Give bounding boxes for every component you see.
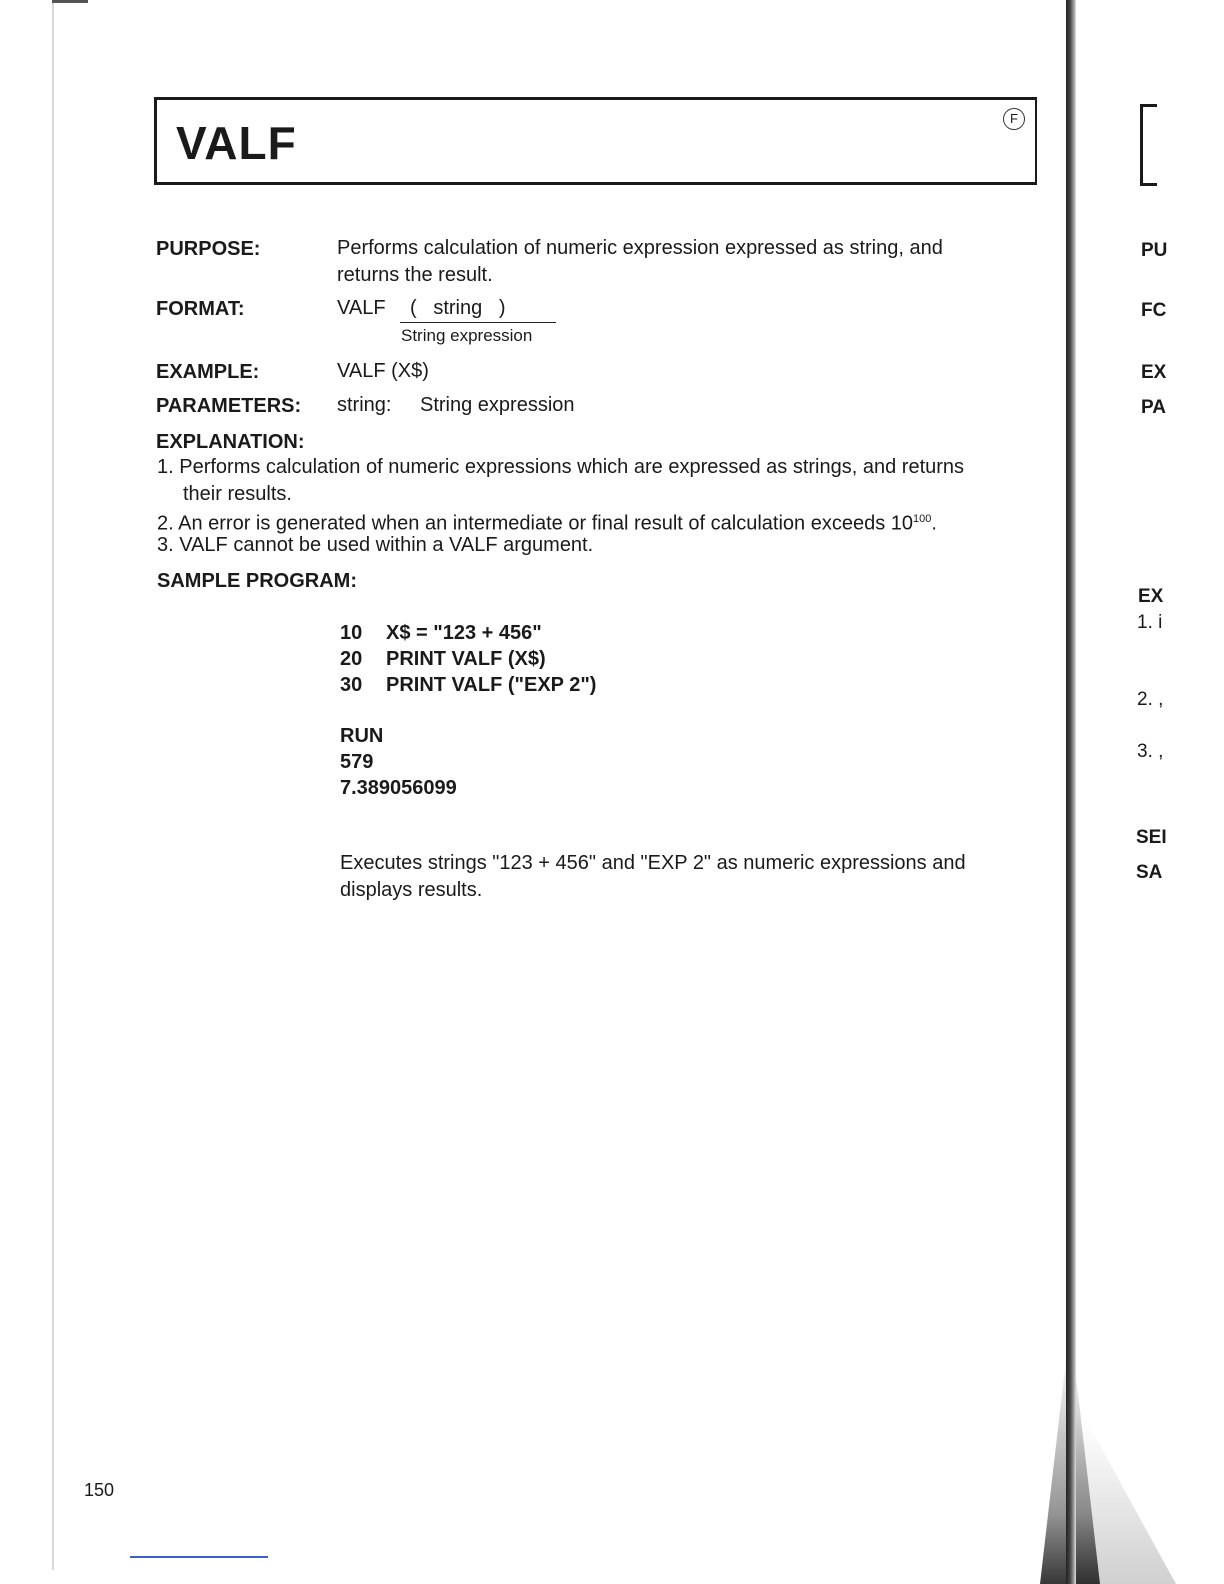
explanation-label: EXPLANATION: <box>156 431 305 453</box>
code-listing <box>340 620 596 698</box>
sample-note-line2: displays results. <box>340 879 483 901</box>
next-page-heading: SEI <box>1136 827 1167 848</box>
explanation-item2: 2. An error is generated when an intermediate or final result of calculation exceeds $10^{100}$. <box>157 512 937 535</box>
explanation-item1-cont: their results. <box>183 483 292 505</box>
next-page-title-box <box>1140 104 1157 186</box>
next-page-heading: EX <box>1141 362 1167 383</box>
output-line: 7.389056099 <box>340 777 457 799</box>
example-value: VALF (X$) <box>337 360 429 382</box>
output-line: 579 <box>340 751 374 773</box>
code-line: 30 PRINT VALF ("EXP 2") <box>340 674 597 696</box>
parameters-label: PARAMETERS: <box>156 395 302 417</box>
next-page-heading: PU <box>1141 240 1168 261</box>
next-page-number: 2. , <box>1137 689 1164 710</box>
purpose-line1: Performs calculation of numeric expression expressed as string, and <box>337 237 943 259</box>
explanation-item3: 3. VALF cannot be used within a VALF argument. <box>157 534 594 556</box>
parameter-desc: String expression <box>420 394 575 416</box>
format-label: FORMAT: <box>156 298 245 320</box>
page-left-edge <box>52 0 54 1570</box>
next-page-number: 3. , <box>1137 741 1164 762</box>
program-output <box>340 723 457 801</box>
page-corner-mark <box>52 0 88 3</box>
format-argument: ( string ) <box>410 297 506 319</box>
format-keyword: VALF <box>337 297 386 319</box>
next-page-heading: FC <box>1141 300 1167 321</box>
page-number: 150 <box>84 1480 115 1500</box>
code-line: 10 X$ = "123 + 456" <box>340 622 542 644</box>
sample-program-label: SAMPLE PROGRAM: <box>157 570 357 592</box>
book-spine <box>1066 0 1076 1584</box>
format-caption: String expression <box>401 326 533 345</box>
next-page-heading: EX <box>1138 586 1164 607</box>
output-line: RUN <box>340 725 384 747</box>
code-line: 20 PRINT VALF (X$) <box>340 648 546 670</box>
next-page-heading: PA <box>1141 397 1166 418</box>
sample-note-line1: Executes strings "123 + 456" and "EXP 2" as numeric expressions and <box>340 852 966 874</box>
page-bottom-line <box>130 1556 268 1558</box>
function-mark-icon: F <box>1003 108 1025 130</box>
explanation-item1: 1. Performs calculation of numeric expressions which are expressed as strings, and returns <box>157 456 965 478</box>
next-page-number: 1. i <box>1137 612 1163 633</box>
purpose-label: PURPOSE: <box>156 238 261 260</box>
format-underline <box>400 322 556 323</box>
purpose-line2: returns the result. <box>337 264 493 286</box>
parameter-name: string: <box>337 394 392 416</box>
page-title: VALF <box>176 117 297 169</box>
example-label: EXAMPLE: <box>156 361 260 383</box>
next-page-heading: SA <box>1136 862 1163 883</box>
